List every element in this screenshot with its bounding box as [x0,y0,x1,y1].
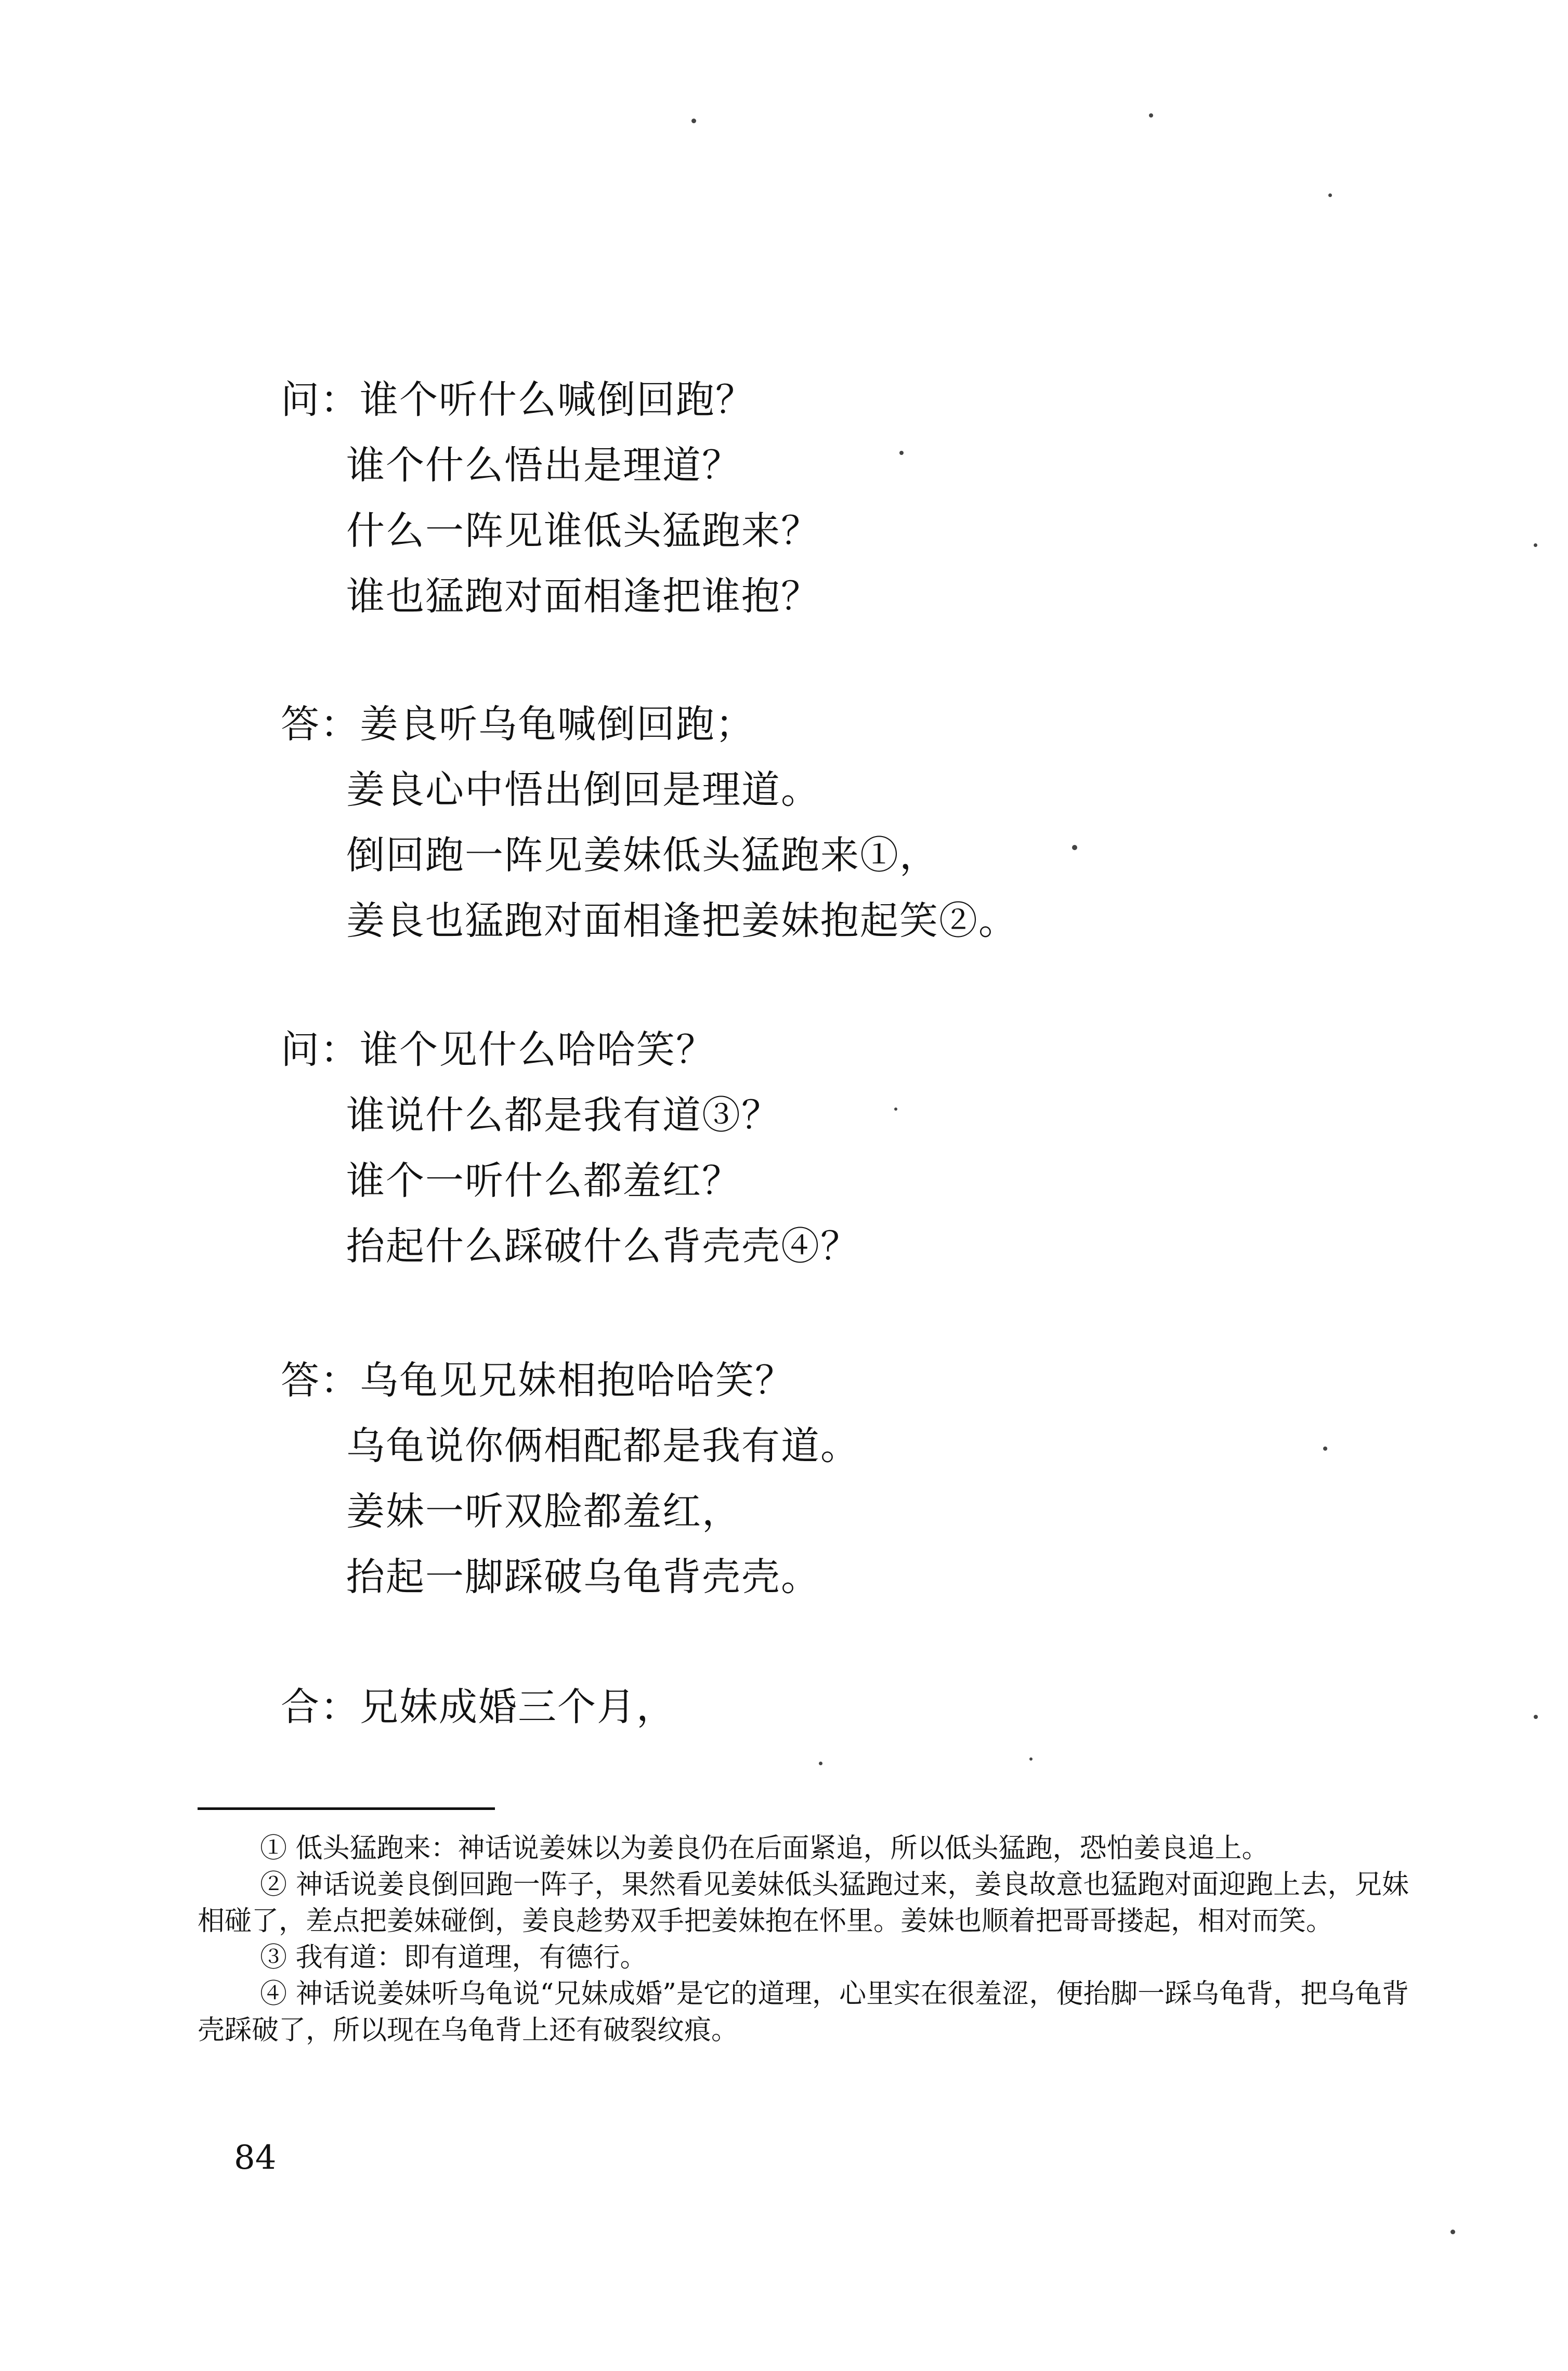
stanza-question-2 [281,1017,1373,1279]
scan-speck [1451,2230,1455,2234]
verse-line: 谁个一听什么都羞红？ [346,1158,741,1203]
verse-line: 姜妹一听双脸都羞红， [346,1489,741,1534]
scan-speck [1534,543,1537,547]
footnote: ③ 我有道：即有道理，有德行。 [260,1942,647,1973]
scan-speck [894,1108,897,1111]
verse-line: 姜良也猛跑对面相逢把姜妹抱起笑②。 [346,898,1018,943]
scan-speck [1323,1447,1327,1451]
footnote: ④ 神话说姜妹听乌龟说“兄妹成婚”是它的道理，心里实在很羞涩，便抬脚一踩乌龟背，把乌龟背壳踩破了，所以现在乌龟背上还有破裂纹痕。 [198,1978,1409,2046]
scan-speck [691,119,696,123]
verse-line [281,367,1373,433]
verse-line: 乌龟说你俩相配都是我有道。 [346,1424,860,1468]
speaker-label: 合： [281,1685,360,1729]
verse-text: 谁个见什么哈哈笑？ [360,1027,715,1072]
stanza-answer-2 [281,1348,1373,1610]
scan-speck [1072,845,1077,850]
footnote-rule [198,1807,495,1810]
page-number: 84 [234,2139,277,2177]
verse-text: 兄妹成婚三个月， [360,1685,676,1729]
verse-line: 抬起一脚踩破乌龟背壳壳。 [346,1555,820,1599]
scan-speck [1149,113,1153,118]
stanza-question-1 [281,367,1373,629]
verse-line: 谁也猛跑对面相逢把谁抱？ [346,574,820,619]
footnotes [198,1830,1409,2049]
scan-speck [1328,193,1332,197]
footnote: ② 神话说姜良倒回跑一阵子，果然看见姜妹低头猛跑过来，姜良故意也猛跑对面迎跑上去，兄妹相碰了，差点把姜妹碰倒，姜良趁势双手把姜妹抱在怀里。姜妹也顺着把哥哥搂起，相对而笑。 [198,1869,1409,1937]
speaker-label: 问： [281,377,360,422]
verse-line [281,692,1373,757]
speaker-label: 答： [281,702,360,747]
scan-speck [819,1762,822,1765]
verse-line: 抬起什么踩破什么背壳壳④？ [346,1224,860,1269]
verse-text: 姜良听乌龟喊倒回跑； [360,702,755,747]
speaker-label: 答： [281,1358,360,1403]
scan-speck [899,451,904,455]
verse-line: 倒回跑一阵见姜妹低头猛跑来①， [346,833,939,878]
footnote: ① 低头猛跑来：神话说姜妹以为姜良仍在后面紧追，所以低头猛跑，恐怕姜良追上。 [260,1833,1269,1864]
verse-line: 谁个什么悟出是理道？ [346,443,741,488]
verse-line: 什么一阵见谁低头猛跑来？ [346,509,820,553]
verse-text: 乌龟见兄妹相抱哈哈笑？ [360,1358,794,1403]
verse-line [281,1674,1373,1740]
speaker-label: 问： [281,1027,360,1072]
verse-text: 谁个听什么喊倒回跑？ [360,377,755,422]
scan-speck [1029,1757,1033,1761]
stanza-answer-1 [281,692,1373,954]
verse-line [281,1348,1373,1413]
stanza-chorus [281,1674,1373,1740]
verse-line: 谁说什么都是我有道③？ [346,1093,781,1138]
verse-line: 姜良心中悟出倒回是理道。 [346,767,820,812]
scan-speck [1534,1715,1538,1719]
verse-line [281,1017,1373,1083]
